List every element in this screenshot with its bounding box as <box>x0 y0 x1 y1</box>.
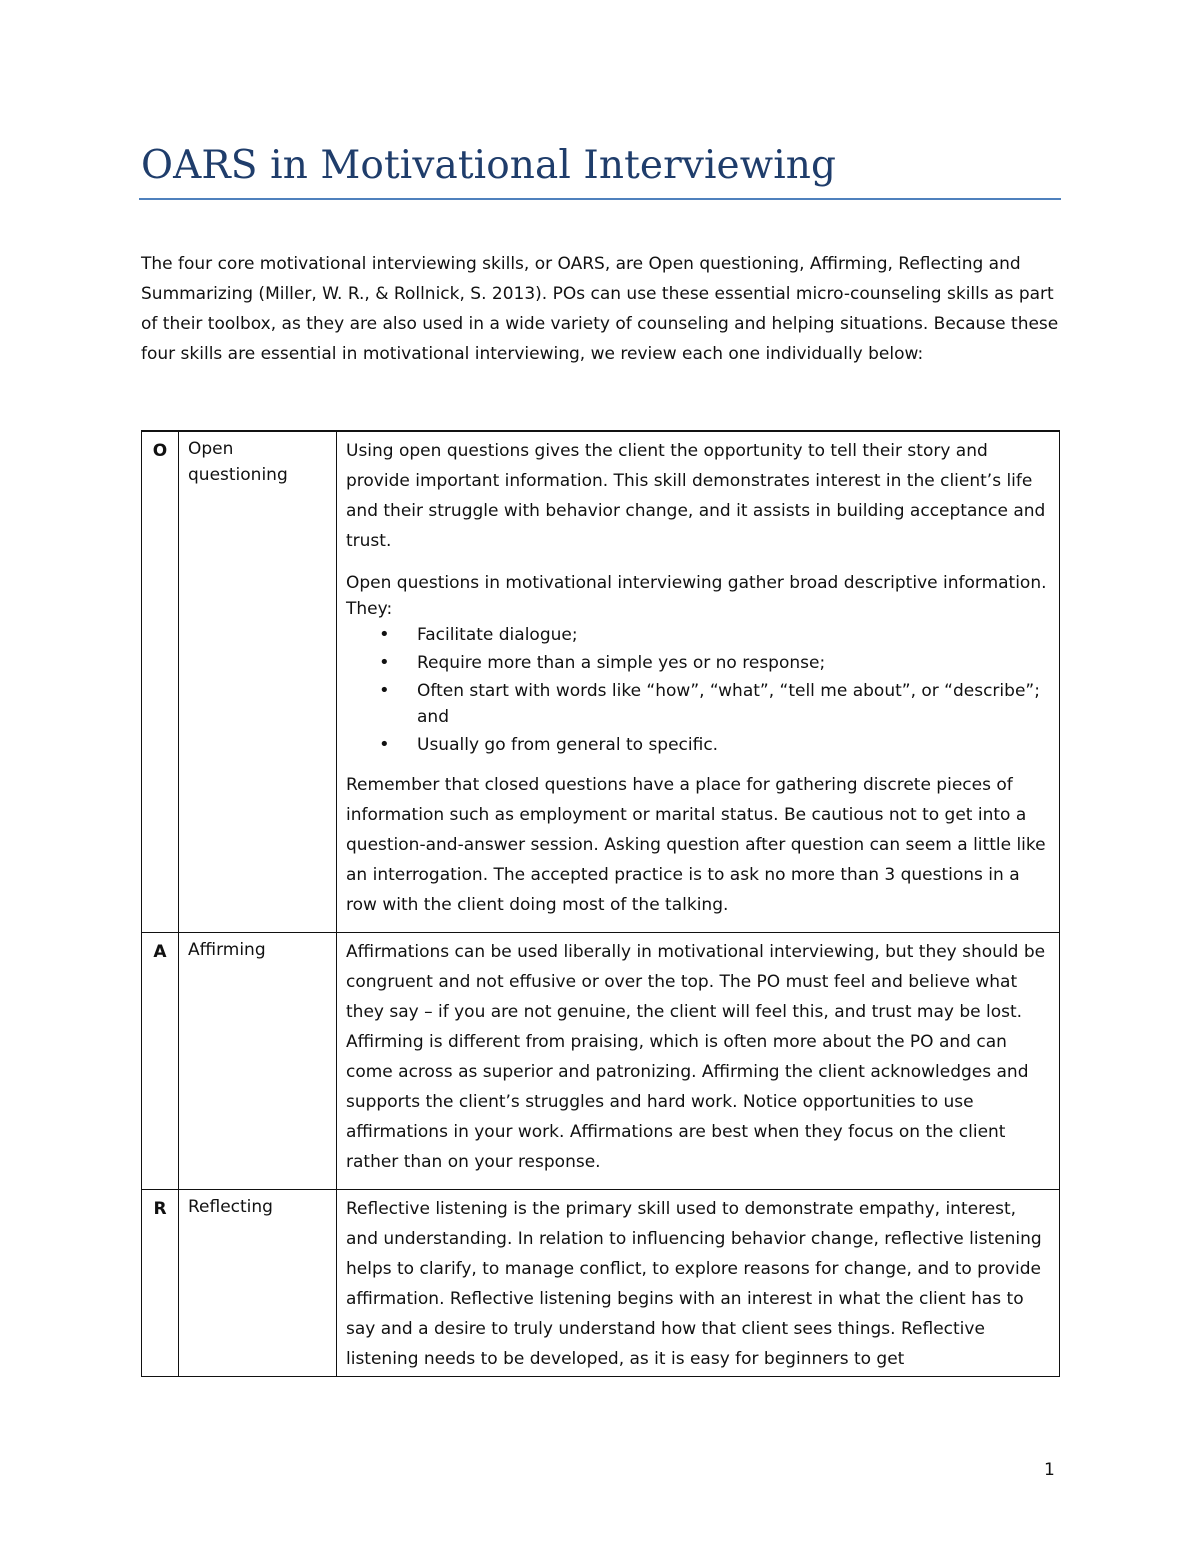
list-item: • Facilitate dialogue; <box>417 622 1050 648</box>
row-letter: A <box>142 933 179 1190</box>
title-underline <box>139 198 1061 200</box>
row-skill-name: Open questioning <box>179 431 337 933</box>
row-letter: R <box>142 1190 179 1377</box>
row-description <box>337 933 1060 1190</box>
row-description <box>337 431 1060 933</box>
intro-paragraph: The four core motivational interviewing skills, or OARS, are Open questioning, Affirming, Reflecting and Summarizing (Miller, W. R., & Rollnick, S. 2013). POs can use these essential micro-counseling skills as part of their toolbox, as they are also used in a wide variety of counseling and helping situations. Because these four skills are essential in motivational interviewing, we review each one individually below: <box>141 254 1059 364</box>
row-skill-name: Reflecting <box>179 1190 337 1377</box>
list-item: • Require more than a simple yes or no response; <box>417 650 1050 676</box>
description-paragraph: Open questions in motivational interviewing gather broad descriptive information. They: <box>346 573 1047 619</box>
document-title: OARS in Motivational Interviewing <box>141 143 837 188</box>
oars-table <box>141 430 1060 1377</box>
table-row-affirming <box>142 933 1060 1190</box>
row-skill-name: Affirming <box>179 933 337 1190</box>
list-item: • Often start with words like “how”, “what”, “tell me about”, or “describe”; and <box>417 678 1050 730</box>
table-row-reflecting <box>142 1190 1060 1377</box>
description-paragraph: Reflective listening is the primary skill used to demonstrate empathy, interest, and understanding. In relation to influencing behavior change, reflective listening helps to clarify, to manage conflict, to explore reasons for change, and to provide affirmation. Reflective listening begins with an interest in what the client has to say and a desire to truly understand how that client sees things. Reflective listening needs to be developed, as it is easy for beginners to get <box>346 1199 1042 1369</box>
bullet-list <box>346 622 1050 758</box>
page-number: 1 <box>1044 1460 1055 1480</box>
table-row-open-questioning <box>142 431 1060 933</box>
list-item: • Usually go from general to specific. <box>417 732 1050 758</box>
description-paragraph: Affirmations can be used liberally in motivational interviewing, but they should be congruent and not effusive or over the top. The PO must feel and believe what they say – if you are not genuine, the client will feel this, and trust may be lost. Affirming is different from praising, which is often more about the PO and can come across as superior and patronizing. Affirming the client acknowledges and supports the client’s struggles and hard work. Notice opportunities to use affirmations in your work. Affirmations are best when they focus on the client rather than on your response. <box>346 942 1046 1172</box>
description-paragraph: Remember that closed questions have a place for gathering discrete pieces of information such as employment or marital status. Be cautious not to get into a question-and-answer session. Asking question after question can seem a little like an interrogation. The accepted practice is to ask no more than 3 questions in a row with the client doing most of the talking. <box>346 775 1046 915</box>
row-letter: O <box>142 431 179 933</box>
description-paragraph: Using open questions gives the client the opportunity to tell their story and provide important information. This skill demonstrates interest in the client’s life and their struggle with behavior change, and it assists in building acceptance and trust. <box>346 441 1046 551</box>
row-description <box>337 1190 1060 1377</box>
